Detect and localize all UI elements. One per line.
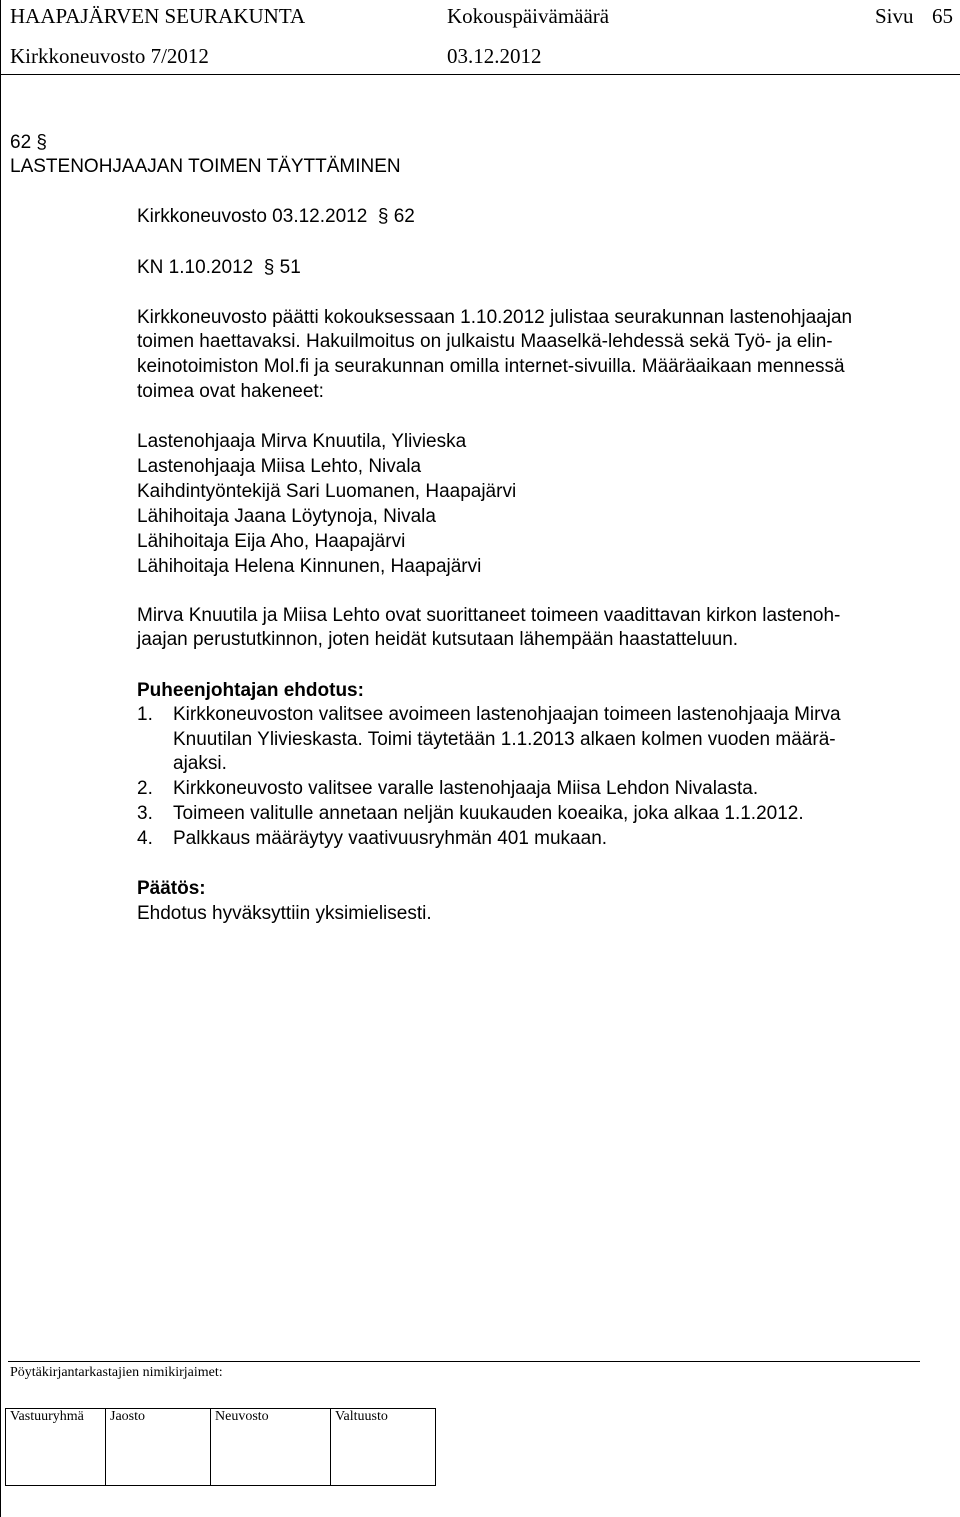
left-margin-line: [0, 0, 1, 1517]
proposal-item-line: Palkkaus määräytyy vaativuusryhmän 401 mukaan.: [173, 828, 608, 849]
proposal-item-number: 4.: [137, 828, 153, 849]
intro-line: Kirkkoneuvosto päätti kokouksessaan 1.10.2012 julistaa seurakunnan lastenohjaajan: [137, 307, 853, 328]
reference-text: KN 1.10.2012: [137, 257, 254, 278]
reference-number: 51: [279, 257, 301, 278]
approval-row: [6, 1409, 436, 1486]
reference-line: [137, 205, 415, 229]
proposal-item-number: 2.: [137, 778, 153, 799]
approval-cell: Valtuusto: [331, 1409, 436, 1486]
header-date: 03.12.2012: [447, 44, 542, 68]
section-title: LASTENOHJAAJAN TOIMEN TÄYTTÄMINEN: [10, 156, 401, 177]
applicant-item: Lähihoitaja Helena Kinnunen, Haapajärvi: [137, 556, 482, 577]
proposal-item-line: Kirkkoneuvosto valitsee varalle lastenohjaaja Miisa Lehdon Nivalasta.: [173, 778, 759, 799]
intro-line: keinotoimiston Mol.fi ja seurakunnan omilla internet-sivuilla. Määräaikaan mennessä: [137, 356, 845, 377]
page-number: 65: [932, 4, 953, 28]
section-number-line: [10, 131, 47, 155]
page-label: Sivu: [875, 4, 914, 28]
proposal-item-number: 1.: [137, 704, 153, 725]
header-divider: [0, 74, 960, 75]
board-name: Kirkkoneuvosto 7/2012: [10, 44, 209, 68]
org-name: HAAPAJÄRVEN SEURAKUNTA: [10, 4, 306, 28]
decision-text: Ehdotus hyväksyttiin yksimielisesti.: [137, 903, 432, 924]
approval-cell: Vastuuryhmä: [6, 1409, 106, 1486]
reference-symbol: §: [263, 257, 275, 278]
decision-heading: Päätös:: [137, 878, 206, 899]
applicant-item: Kaihdintyöntekijä Sari Luomanen, Haapajärvi: [137, 481, 517, 502]
approval-cell: Neuvosto: [211, 1409, 331, 1486]
qualification-line: jaajan perustutkinnon, joten heidät kutsutaan lähempään haastatteluun.: [137, 629, 739, 650]
signatures-label: Pöytäkirjantarkastajien nimikirjaimet:: [10, 1365, 223, 1380]
proposal-item-line: Kirkkoneuvoston valitsee avoimeen lastenohjaajan toimeen lastenohjaaja Mirva: [173, 704, 841, 725]
reference-symbol: §: [377, 206, 389, 227]
signature-line: [8, 1361, 920, 1362]
approval-cell: Jaosto: [106, 1409, 211, 1486]
approval-table: [5, 1408, 436, 1486]
applicant-item: Lastenohjaaja Mirva Knuutila, Ylivieska: [137, 431, 467, 452]
qualification-line: Mirva Knuutila ja Miisa Lehto ovat suorittaneet toimeen vaadittavan kirkon lastenoh-: [137, 605, 841, 626]
reference-line: [137, 256, 301, 280]
reference-text: Kirkkoneuvosto 03.12.2012: [137, 206, 368, 227]
applicant-item: Lähihoitaja Jaana Löytynoja, Nivala: [137, 506, 436, 527]
applicant-item: Lähihoitaja Eija Aho, Haapajärvi: [137, 531, 406, 552]
intro-line: toimea ovat hakeneet:: [137, 381, 324, 402]
section-symbol: §: [36, 132, 47, 153]
intro-line: toimen haettavaksi. Hakuilmoitus on julkaistu Maaselkä-lehdessä sekä Työ- ja elin-: [137, 331, 833, 352]
meeting-date-label: Kokouspäivämäärä: [447, 4, 610, 28]
proposal-heading: Puheenjohtajan ehdotus:: [137, 680, 364, 701]
proposal-item-line: Toimeen valitulle annetaan neljän kuukauden koeaika, joka alkaa 1.1.2012.: [173, 803, 804, 824]
proposal-item-line: ajaksi.: [173, 753, 227, 774]
proposal-item-number: 3.: [137, 803, 153, 824]
section-number: 62: [10, 132, 32, 153]
reference-number: 62: [393, 206, 415, 227]
applicant-item: Lastenohjaaja Miisa Lehto, Nivala: [137, 456, 422, 477]
proposal-item-line: Knuutilan Ylivieskasta. Toimi täytetään 1.1.2013 alkaen kolmen vuoden määrä-: [173, 729, 836, 750]
